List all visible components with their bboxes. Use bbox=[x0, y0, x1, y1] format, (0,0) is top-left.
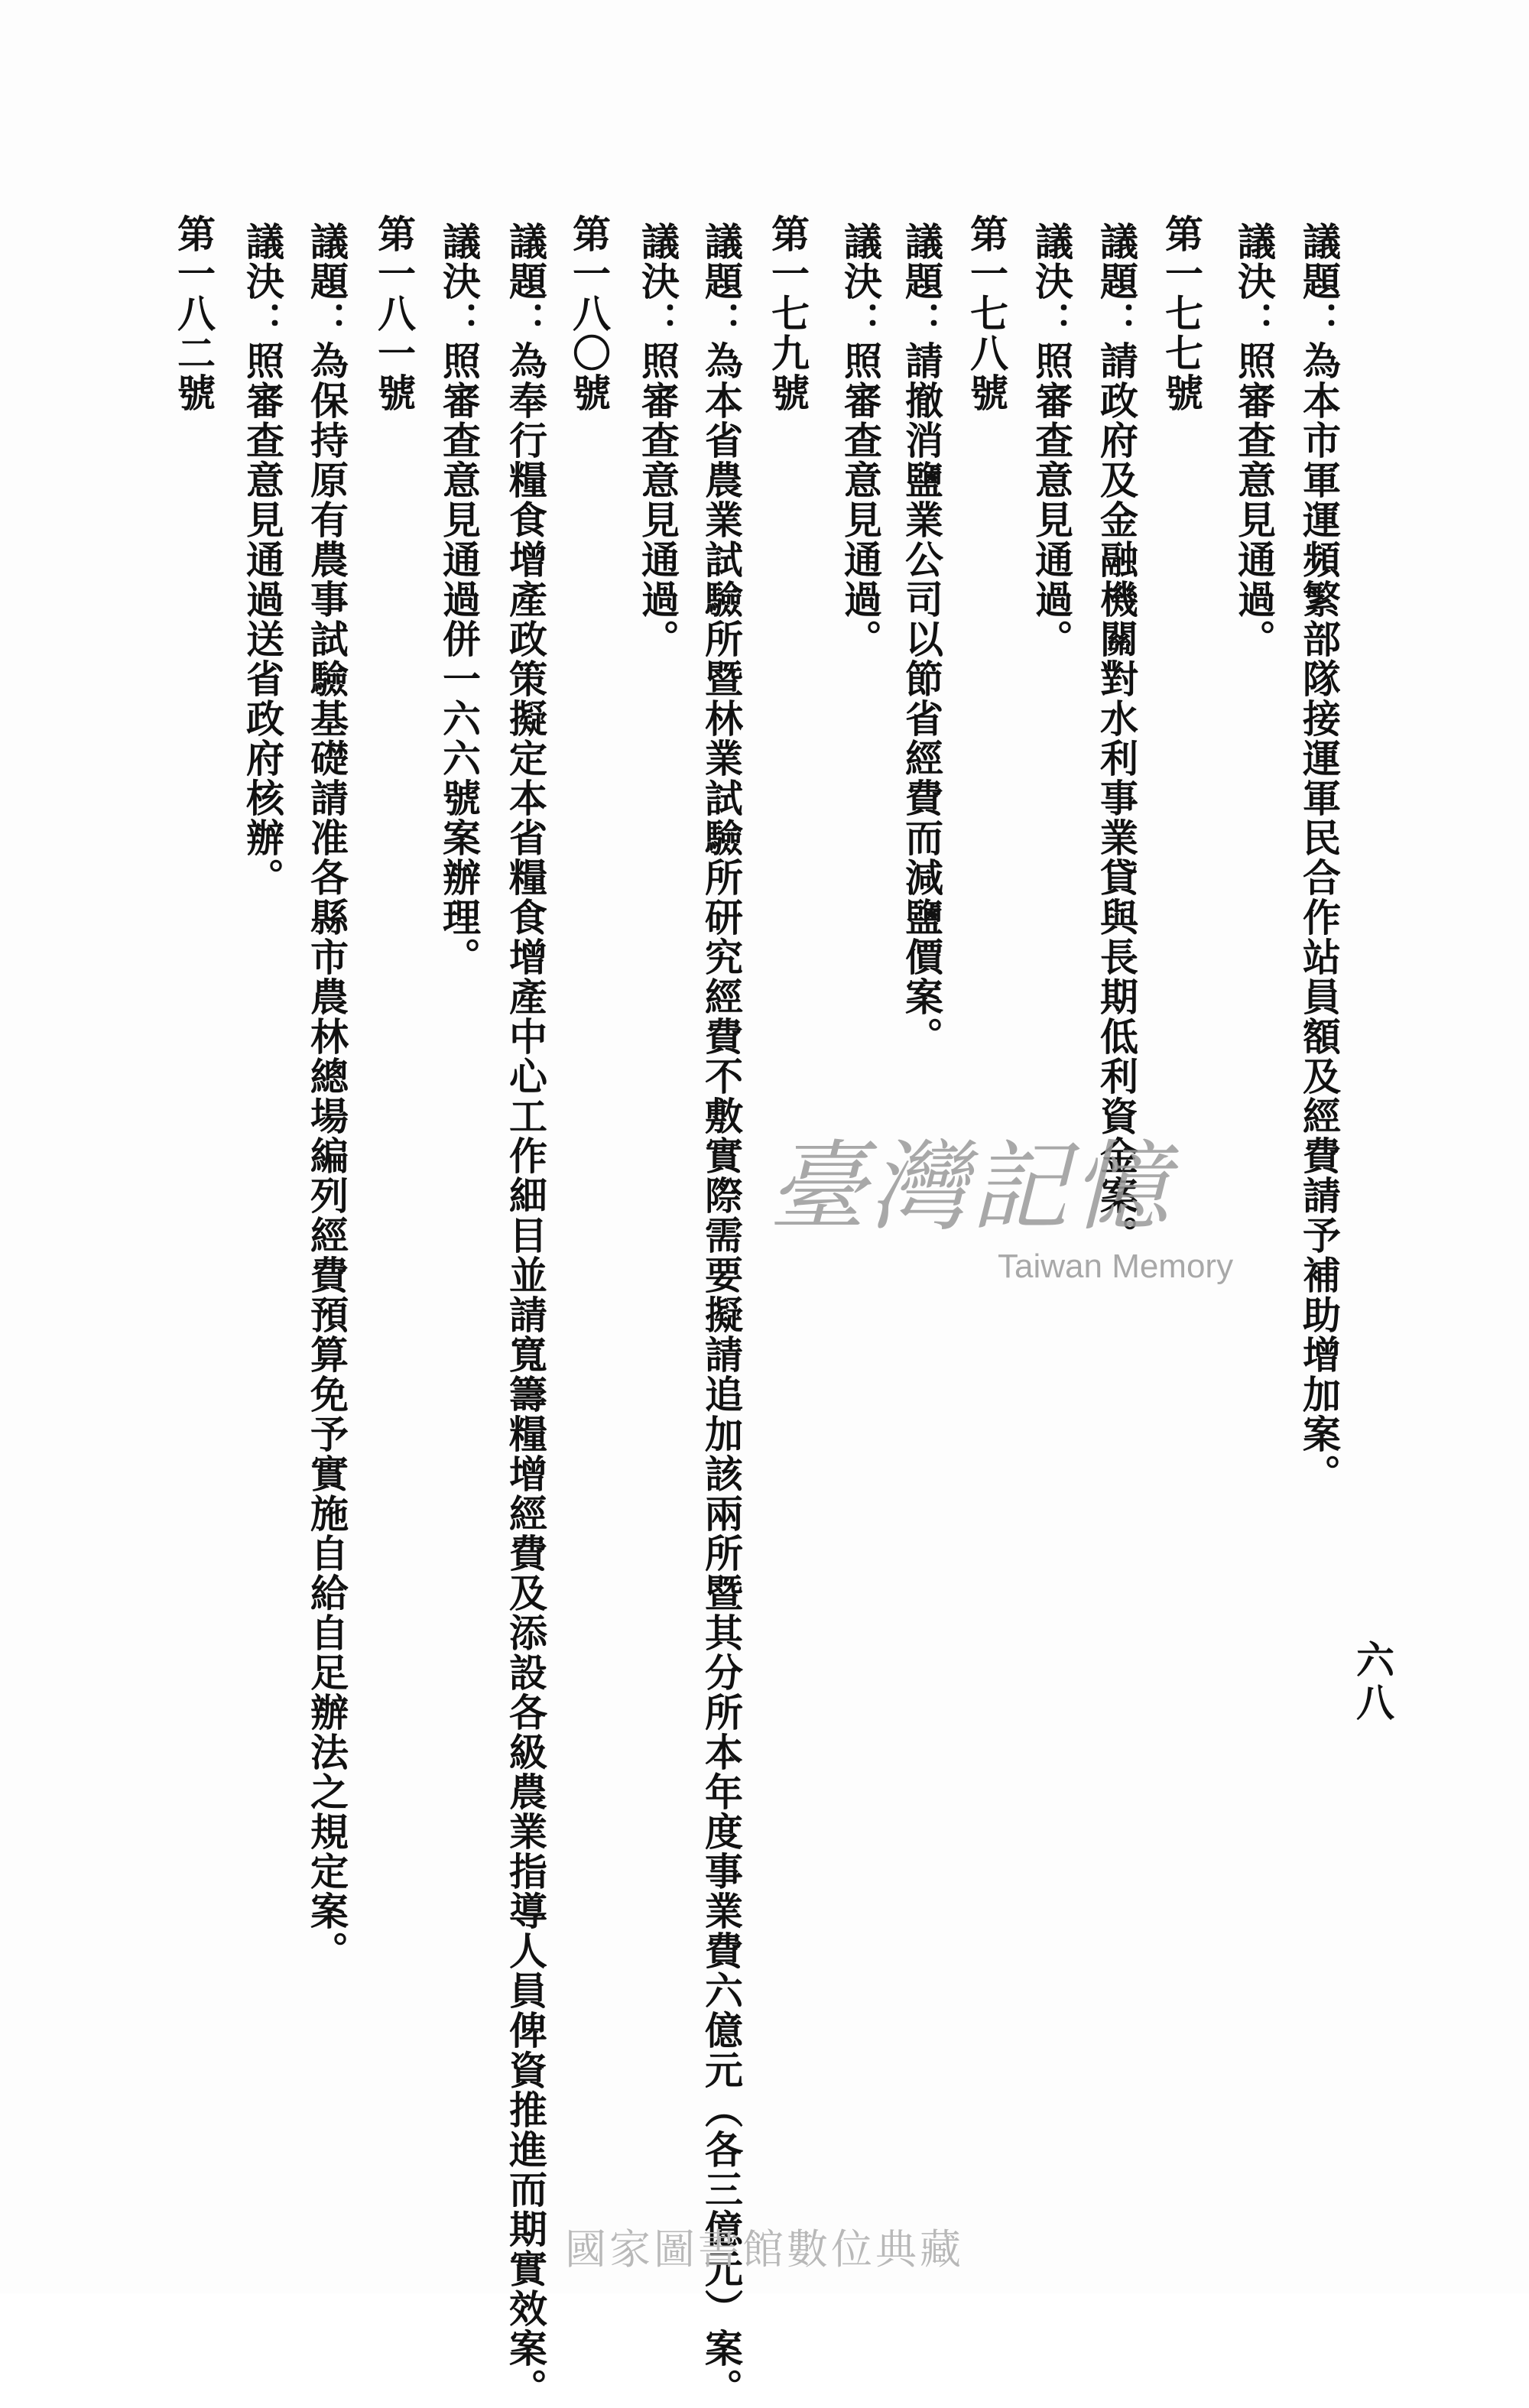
column-14: 議決：照審查意見通過併一六六號案辦理。 bbox=[437, 222, 482, 977]
watermark-chinese: 臺灣記憶 bbox=[768, 1131, 1173, 1245]
column-16: 議題：為保持原有農事試驗基礎請准各縣市農林總場編列經費預算免予實施自給自足辦法之規定案。 bbox=[304, 222, 349, 1971]
heading-178: 第一七八號 bbox=[964, 214, 1009, 413]
heading-177: 第一七七號 bbox=[1159, 214, 1204, 413]
column-1: 議題：為本市軍運頻繁部隊接運軍民合作站員額及經費請予補助增加案。 bbox=[1297, 222, 1342, 1494]
heading-179: 第一七九號 bbox=[765, 214, 810, 413]
column-13: 議題：為奉行糧食增產政策擬定本省糧食增產中心工作細目並請寬籌糧增經費及添設各級農業指導人員俾資推進而期實效案。 bbox=[503, 222, 548, 2408]
heading-181: 第一八一號 bbox=[372, 214, 417, 413]
column-7: 議題：請撤消鹽業公司以節省經費而減鹽價案。 bbox=[899, 222, 944, 1056]
column-4: 議題：請政府及金融機關對水利事業貸與長期低利資金案。 bbox=[1094, 222, 1139, 1255]
library-footer: 國家圖書館數位典藏 bbox=[565, 2225, 964, 2273]
column-10: 議題：為本省農業試驗所暨林業試驗所研究經費不敷實際需要擬請追加該兩所暨其分所本年度事業費六億元（各三億元）案。 bbox=[699, 222, 744, 2408]
page-number: 六八 bbox=[1350, 1640, 1395, 1725]
heading-182: 第一八二號 bbox=[171, 214, 216, 413]
column-17: 議決：照審查意見通過送省政府核辦。 bbox=[240, 222, 285, 897]
heading-180: 第一八〇號 bbox=[566, 214, 612, 413]
column-8: 議決：照審查意見通過。 bbox=[838, 222, 883, 659]
column-2: 議決：照審查意見通過。 bbox=[1232, 222, 1277, 659]
column-11: 議決：照審查意見通過。 bbox=[635, 222, 680, 659]
taiwan-memory-watermark bbox=[768, 1131, 1258, 1286]
watermark-english: Taiwan Memory bbox=[998, 1248, 1234, 1285]
column-5: 議決：照審查意見通過。 bbox=[1029, 222, 1074, 659]
